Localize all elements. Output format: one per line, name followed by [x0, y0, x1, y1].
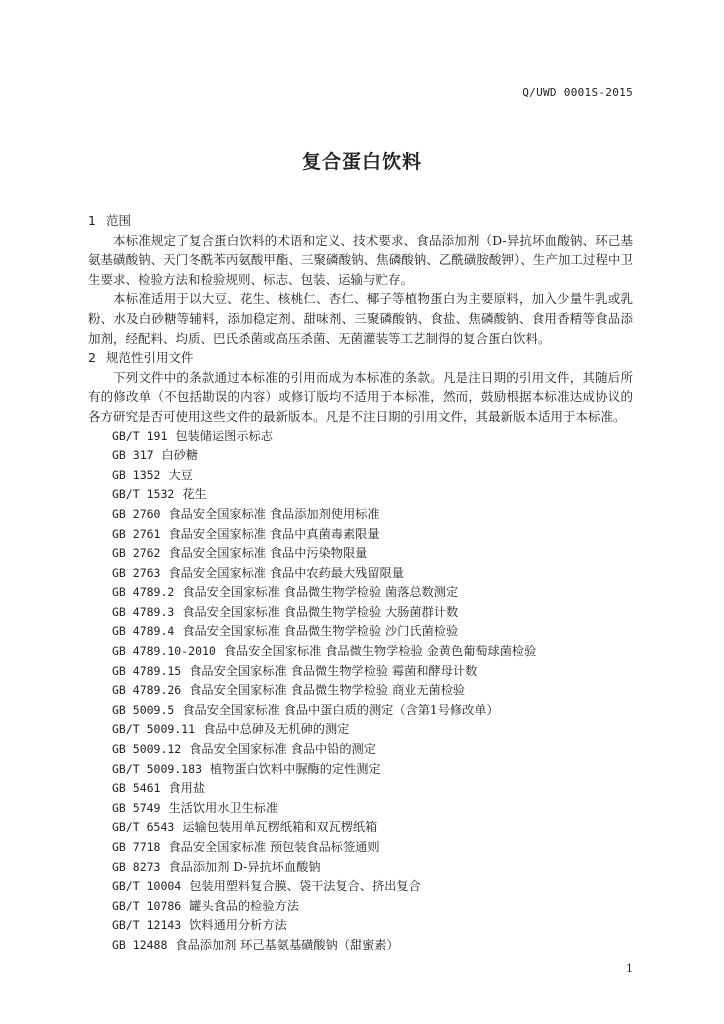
reference-item: [112, 936, 633, 956]
section-number: 1: [88, 213, 96, 228]
reference-name: 包装储运图示标志: [175, 428, 273, 443]
reference-name: 食品安全国家标准 预包装食品标签通则: [168, 840, 380, 854]
reference-name: 生活饮用水卫生标准: [168, 800, 279, 815]
reference-code: GB 2761: [112, 526, 161, 541]
reference-code: GB/T 6543: [112, 820, 175, 835]
reference-item: [112, 838, 633, 858]
reference-item: [112, 779, 633, 799]
reference-item: [112, 505, 633, 525]
reference-name: 食品安全国家标准 食品中农药最大残留限量: [168, 565, 404, 580]
reference-name: 食品添加剂 环己基氨基磺酸钠（甜蜜素）: [175, 937, 399, 952]
standard-code: Q/UWD 0001S-2015: [522, 86, 633, 99]
section-heading-normative: [88, 348, 633, 368]
reference-code: GB 4789.3: [112, 604, 175, 619]
reference-item: [112, 897, 633, 917]
reference-name: 植物蛋白饮料中脲酶的定性测定: [210, 761, 381, 776]
reference-item: [112, 622, 633, 642]
reference-code: GB 12488: [112, 937, 168, 952]
reference-code: GB 8273: [112, 859, 161, 874]
reference-name: 食品安全国家标准 食品中污染物限量: [168, 546, 368, 561]
reference-name: 食品安全国家标准 食品中蛋白质的测定（含第1号修改单）: [182, 702, 499, 717]
reference-name: 食品中总砷及无机砷的测定: [203, 722, 350, 737]
reference-name: 包装用塑料复合膜、袋干法复合、挤出复合: [189, 879, 421, 894]
reference-code: GB 4789.4: [112, 624, 175, 639]
reference-item: [112, 740, 633, 760]
reference-code: GB/T 1532: [112, 487, 175, 502]
reference-item: [112, 916, 633, 936]
reference-item: [112, 603, 633, 623]
reference-code: GB 7718: [112, 840, 161, 854]
document-body: [88, 211, 633, 956]
reference-code: GB 1352: [112, 467, 161, 482]
reference-name: 食品安全国家标准 食品中铅的测定: [189, 742, 376, 757]
reference-name: 食品安全国家标准 食品中真菌毒素限量: [168, 526, 380, 541]
reference-item: [112, 877, 633, 897]
document-title: 复合蛋白饮料: [301, 151, 422, 173]
reference-item: [112, 681, 633, 701]
reference-code: GB/T 191: [112, 428, 168, 443]
reference-code: GB 4789.10-2010: [112, 644, 216, 659]
reference-item: [112, 446, 633, 466]
reference-item: [112, 799, 633, 819]
reference-item: [112, 564, 633, 584]
reference-item: [112, 525, 633, 545]
page-number: 1: [626, 962, 633, 975]
reference-name: 饮料通用分析方法: [189, 918, 287, 933]
reference-name: 食品添加剂 D-异抗坏血酸钠: [168, 859, 321, 874]
reference-name: 食品安全国家标准 食品微生物学检验 商业无菌检验: [189, 683, 466, 698]
reference-code: GB 4789.26: [112, 683, 182, 698]
scope-paragraph: 本标准适用于以大豆、花生、核桃仁、杏仁、椰子等植物蛋白为主要原料，加入少量牛乳或乳粉、水及白砂糖等辅料，添加稳定剂、甜味剂、三聚磷酸钠、食盐、焦磷酸钠、食用香精等食品添加剂，经配料、均质、巴氏杀菌或高压杀菌、无菌灌装等工艺制得的复合蛋白饮料。: [88, 291, 633, 346]
reference-name: 食品安全国家标准 食品微生物学检验 菌落总数测定: [182, 585, 459, 600]
reference-item: [112, 720, 633, 740]
reference-item: [112, 642, 633, 662]
reference-item: [112, 485, 633, 505]
reference-code: GB/T 10004: [112, 879, 182, 894]
reference-code: GB 4789.2: [112, 585, 175, 600]
reference-item: [112, 427, 633, 447]
reference-item: [112, 760, 633, 780]
reference-name: 食品安全国家标准 食品微生物学检验 沙门氏菌检验: [182, 624, 459, 639]
reference-name: 花生: [182, 487, 207, 502]
reference-name: 白砂糖: [161, 448, 199, 463]
reference-code: GB/T 5009.183: [112, 761, 203, 776]
section-number: 2: [88, 350, 96, 366]
normative-paragraph: 下列文件中的条款通过本标准的引用而成为本标准的条款。凡是注日期的引用文件，其随后所有的修改单（不包括勘误的内容）或修订版均不适用于本标准，然而，鼓励根据本标准达成协议的各方研究是否可使用这些文件的最新版本。凡是不注日期的引用文件，其最新版本适用于本标准。: [88, 369, 633, 424]
section-heading-text: 范围: [106, 213, 132, 228]
reference-name: 食品安全国家标准 食品微生物学检验 大肠菌群计数: [182, 604, 459, 619]
reference-code: GB 5749: [112, 800, 161, 815]
reference-name: 食品安全国家标准 食品微生物学检验 金黄色葡萄球菌检验: [223, 644, 537, 659]
reference-item: [112, 544, 633, 564]
reference-item: [112, 701, 633, 721]
reference-code: GB 4789.15: [112, 663, 182, 678]
reference-name: 食用盐: [168, 781, 206, 796]
reference-item: [112, 583, 633, 603]
section-heading-scope: [88, 211, 633, 231]
reference-code: GB/T 12143: [112, 918, 182, 933]
reference-name: 罐头食品的检验方法: [189, 898, 299, 913]
reference-code: GB 5009.5: [112, 702, 175, 717]
reference-item: [112, 818, 633, 838]
scope-paragraph: 本标准规定了复合蛋白饮料的术语和定义、技术要求、食品添加剂（D-异抗坏血酸钠、环己基氨基磺酸钠、天门冬酰苯丙氨酸甲酯、三聚磷酸钠、焦磷酸钠、乙酰磺胺酸钾）、生产加工过程中卫生要求、检验方法和检验规则、标志、包装、运输与贮存。: [88, 232, 633, 287]
reference-code: GB/T 5009.11: [112, 722, 196, 737]
reference-list: [88, 427, 633, 956]
reference-name: 食品安全国家标准 食品微生物学检验 霉菌和酵母计数: [189, 663, 478, 678]
reference-code: GB 5461: [112, 781, 161, 796]
reference-code: GB 2762: [112, 546, 161, 561]
reference-code: GB/T 10786: [112, 898, 182, 913]
section-heading-text: 规范性引用文件: [106, 350, 194, 366]
reference-item: [112, 858, 633, 878]
reference-code: GB 317: [112, 448, 154, 463]
reference-code: GB 2763: [112, 565, 161, 580]
reference-item: [112, 662, 633, 682]
reference-name: 食品安全国家标准 食品添加剂使用标准: [168, 506, 380, 521]
reference-code: GB 2760: [112, 506, 161, 521]
reference-code: GB 5009.12: [112, 742, 182, 757]
reference-name: 大豆: [168, 467, 193, 482]
reference-name: 运输包装用单瓦楞纸箱和双瓦楞纸箱: [182, 820, 378, 835]
reference-item: [112, 466, 633, 486]
